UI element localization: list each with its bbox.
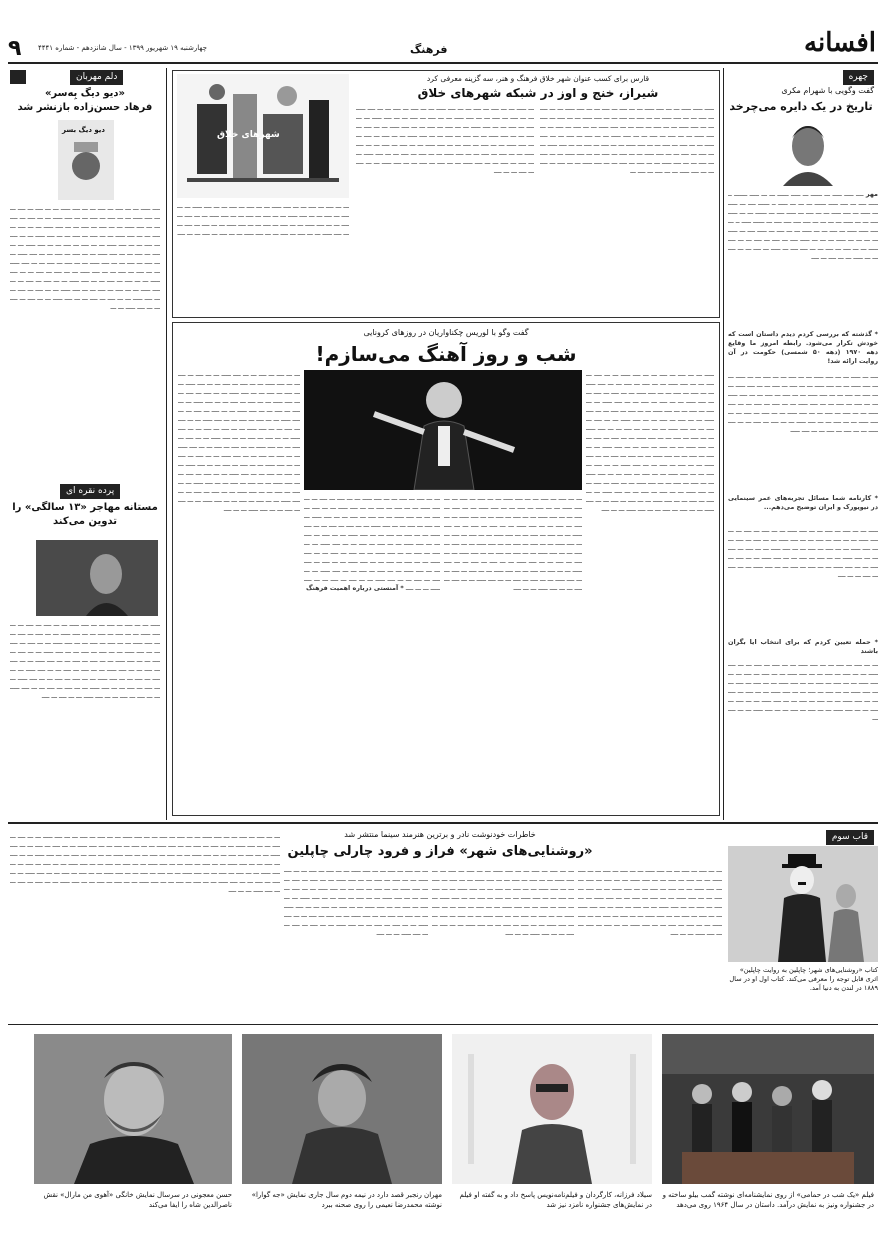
- main-kicker: گفت وگو با لوریس چکناواریان در روزهای کرونایی: [363, 328, 529, 337]
- left-column-label: دلم مهربان: [70, 70, 123, 85]
- right-column-label: چهره: [843, 70, 874, 85]
- bottom-caption-2: سیلاد فرزانه، کارگردان و فیلم‌نامه‌نویس پاسخ داد و به گفته او فیلم در نمایش‌های جشنواره نامزد نیز شد: [459, 1191, 652, 1209]
- chaplin-photo: [728, 846, 878, 962]
- chaplin-top-rule: [8, 822, 878, 824]
- right-column-divider: [723, 68, 724, 820]
- chaplin-kicker: خاطرات خودنوشت نادر و برترین هنرمند سینما منتشر شد: [344, 830, 536, 839]
- main-byline: * آمنستی درباره اهمیت فرهنگ: [305, 584, 404, 592]
- shiraz-body-2: ـــ ـــــ ـــ ـــ ــــ ـــ ــــ ـــ ـــ ــــ ـــــ ـــ ـــ ــــ ـــ ــــ ـــ ـــ ــــ ـــــ ـــ ـــ ــــ ـــ ــــ ـــ ـــ ــــ ـــــ ـــ ـــ ــــ ـــ ــــ ـــ ـــ ــــ ـــــ ـــ ـــ ــــ ـــ ــــ ـــ ـــ ــــ ـــــ ـــ ـــ ــــ ـــ ــــ ـــ ـــ ــــ ـــــ ـــ ـــ ــــ ـــ ــــ ـــ ـــ ــــ ـــــ ـــ ـــ ــــ ـــ ــــ ـــ ـــ ــــ ـــــ ـــ ـــ ــــ ـــ ــــ ـــ ـــ ــــ ـــــ ـــ ـــ ــــ ـــ ــــ ـــ ـــ ــــ ـــــ ـــ ـــ ــــ ـــ ــــ ـــ ـــ ــــ ـــــ ـــ ـــ ــــ ـــ ــــ ـــ ـــ ــــ ـــــ ـــ ـــ ــــ ـــ ــــ ـــ ـــ ــــ ـــــ ـــ ـــ ــــ ـــ ــــ ـــ ـــ ــــ ـــــ ـــ ـــ ــــ ـــ ــــ ـــ ـــ ــــ ـــــ ـــ ـــ ــــ ـــ ــــ ـــ ـــ ــــ: [356, 104, 534, 175]
- chaplin-title: «روشنایی‌های شهر» فراز و فرود چارلی چاپلین: [287, 844, 593, 859]
- main-body-2: ـــ ـــ ــــ ـــ ــــ ـــ ـــ ــــ ـــــ ـــ ـــ ــــ ـــ ــــ ـــ ـــ ــــ ـــــ ـــ ـــ ــــ ـــ ــــ ـــ ـــ ــــ ـــــ ـــ ـــ ــــ ـــ ــــ ـــ ـــ ــــ ـــــ ـــ ـــ ــــ ـــ ــــ ـــ ـــ ــــ ـــــ ـــ ـــ ــــ ـــ ــــ ـــ ـــ ــــ ـــــ ـــ ـــ ــــ ـــ ــــ ـــ ـــ ــــ ـــــ ـــ ـــ ــــ ـــ ــــ ـــ ـــ ــــ ـــــ ـــ ـــ ــــ ـــ ــــ ـــ ـــ ــــ ـــــ ـــ ـــ ــــ ـــ ــــ ـــ ـــ ــــ ـــــ ـــ ـــ ــــ ـــ ــــ ـــ ـــ ــــ ـــــ ـــ ـــ ــــ ـــ ــــ ـــ ـــ ــــ ـــــ ـــ ـــ ــــ ـــ ــــ ـــ ـــ ــــ ـــــ ـــ ـــ ــــ ـــ ــــ ـــ ـــ ــــ ـــــ ـــ ـــ ــــ ـــ ــــ ـــ ـــ ــــ ـــــ ـــ ـــ ــــ ـــ ــــ ـــ ـــ ــــ ـــــ ـــ ـــ ــــ ـــ ــــ ـــ ـــ ــــ ـــــ ـــ ـــ ــــ ـــ ــــ ـــ ـــ ــــ ـــــ ـــ ـــ ــــ ـــ ــــ ـــ ـــ ــــ ـــــ ـــ ـــ ــــ ـــ ــــ ـــ ـــ ــــ ـــــ ـــ ـــ ــــ ـــ ــــ ـــ ـــ ــــ ـــــ ـــ ـــ ــــ ـــ ــــ ـــ ـــ ــــ ـــــ ـــ ـــ ــــ ـــ ــــ ـــ ـــ ــــ ـــــ ـــ ـــ ــــ ـــ ــــ ـــ ـــ ــــ ـــــ ـــ ـــ ــــ: [178, 370, 300, 513]
- bottom-caption-1: فیلم «یک شب در حمامی» از روی نمایشنامه‌ای نوشته گمب‌ بیلو ساخته و در جشنواره ونیز به نمایش درآمد. داستان در سال ۱۹۶۴ روی می‌دهد: [662, 1191, 874, 1209]
- right-column-body-4: ـــ ـــ ــــ ـــ ــــ ـــ ـــ ــــ ـــــ ـــ ـــ ــــ ـــ ــــ ـــ ـــ ــــ ـــــ ـــ ـــ ــــ ـــ ــــ ـــ ـــ ــــ ـــــ ـــ ـــ ــــ ـــ ــــ ـــ ـــ ــــ ـــــ ـــ ـــ ــــ ـــ ــــ ـــ ـــ ــــ ـــــ ـــ ـــ ــــ ـــ ــــ ـــ ـــ ــــ ـــــ ـــ ـــ ــــ ـــ ــــ ـــ ـــ ــــ ـــــ ـــ ـــ ــــ ـــ ــــ ـــ ـــ ــــ ـــــ ـــ ـــ ــــ ـــ ــــ ـــ ـــ ــــ ـــــ ـــ ـــ ــــ ـــ ــــ ـــ ـــ ــــ ـــــ ـــ ـــ ــــ ـــ ــــ ـــ ـــ ــــ ـــــ ـــ ـــ ــــ ـــ: [728, 660, 878, 722]
- section-title: فرهنگ: [410, 43, 448, 56]
- shiraz-body-3: ـــ ـــ ــــ ـــ ــــ ـــ ـــ ــــ ـــــ ـــ ـــ ــــ ـــ ــــ ـــ ـــ ــــ ـــــ ـــ ـــ ــــ ـــ ــــ ـــ ـــ ــــ ـــــ ـــ ـــ ــــ ـــ ــــ ـــ ـــ ــــ ـــــ ـــ ـــ ــــ ـــ ــــ ـــ ـــ ــــ ـــــ ـــ ـــ ــــ ـــ ــــ ـــ ـــ ــــ ـــــ ـــ ـــ ــــ ـــ ــــ ـــ ـــ ــــ ـــــ ـــ ـــ ــــ ـــ ــــ ـــ ـــ ــــ ـــــ ـــ ـــ ــــ ـــ ــــ ـــ ـــ ــــ: [177, 202, 349, 237]
- conductor-photo: [304, 370, 582, 490]
- book-icon: [10, 70, 26, 84]
- main-body-3: ـــ ـــ ــــ ـــ ــــ ـــ ـــ ــــ ـــــ ـــ ـــ ــــ ـــ ــــ ـــ ـــ ــــ ـــــ ـــ ـــ ــــ ـــ ــــ ـــ ـــ ــــ ـــــ ـــ ـــ ــــ ـــ ــــ ـــ ـــ ــــ ـــــ ـــ ـــ ــــ ـــ ــــ ـــ ـــ ــــ ـــــ ـــ ـــ ــــ ـــ ــــ ـــ ـــ ــــ ـــــ ـــ ـــ ــــ ـــ ــــ ـــ ـــ ــــ ـــــ ـــ ـــ ــــ ـــ ــــ ـــ ـــ ــــ ـــــ ـــ ـــ ــــ ـــ ــــ ـــ ـــ ــــ ـــــ ـــ ـــ ــــ ـــ ــــ ـــ ـــ ــــ ـــــ ـــ ـــ ــــ ـــ ــــ ـــ ـــ ــــ ـــــ ـــ ـــ ــــ ـــ ــــ ـــ ـــ ــــ ـــــ ـــ ـــ ــــ ـــ ــــ ـــ ـــ ــــ ـــــ ـــ ـــ ــــ ـــ ــــ ـــ ـــ ــــ ـــــ ـــ ـــ ــــ ـــ ــــ ـــ ـــ ــــ ـــــ ـــ ـــ ــــ ـــ ــــ ـــ ـــ ــــ ـــــ ـــ ـــ ــــ ـــ ــــ ـــ ـــ ــــ ـــــ ـــ ـــ ــــ * آمنستی درباره اهمیت فرهنگ: [304, 494, 440, 592]
- right-column-lead: مهر ــــ ـــــ ـــــ ـــ ــــــ ـــ ـــــ ــــــ ـــ ـــ ـــــ ـــــــ ــ ـــــ ــــ ـــ ــــ ـــــ ــــــ ـــ ـــ ـــ ـــــ ــ ــــــ ــــ ـــ ـــــ ـــ ـــــ ـــ ــــ ـــــ ـــ ـــ ــــ ـــ ـــــ ــــ ـــ ــــــ ـــ ـــ ـــــ ــــ ـــ ـــ ـــــ ـــ ـــ ـــ ـــ ــــ ــــ ــــ ــــ ـــ ــــــ ـــــ ــ ـــ ــــ ـــــ ـــــ ـــ ــــ ـــ ـــ ـــــ ـــ ـــ ــــ ـــ ـــــ ــــ ـــ ـــــ ـــ ـــ ـــ ـــ ـــــ ـــ ـــ ـــ ـــــ ــــ ـــ ــــ ـــ ــــ ـــ ـــ ــــ ـــــ ـــ ـــ ــــ ـــ ــــ ـــ ـــ ــــ ــــ ـــ ـــــ ـــ ــــ ـــ ـــ ــــ ـــ ـــ ـــــ ـــ ـــ ــــ ـــ ــــ: [728, 190, 878, 261]
- header-rule: [8, 62, 878, 64]
- portrait-photo: [728, 118, 878, 186]
- poster-label: شهرهای خلاق: [217, 130, 280, 140]
- lead-agency: مهر: [865, 190, 878, 198]
- right-column-body-3: ـــــ ـــ ـــ ــــ ـــ ــــ ـــ ـــ ــــ ـــــ ـــ ـــ ــــ ـــ ــــ ـــ ـــ ــــ ـــــ ـــ ـــ ــــ ـــ ــــ ـــ ـــ ــــ ـــــ ـــ ـــ ــــ ـــ ــــ ـــ ـــ ــــ ـــــ ـــ ـــ ــــ ـــ ــــ ـــ ـــ ــــ ـــــ ـــ ـــ ــــ ـــ ــــ ـــ ـــ ــــ ـــــ ـــ ـــ ــــ ـــ ــــ ـــ ـــ ــــ ـــــ ـــ ـــ ــــ ـــ ــــ ـــ ـــ ــــ ـــــ ـــ ـــ ــــ ـــ ــــ ـــ ـــ ــــ ـــــ ـــ ـــ ــــ ـــ ــــ ـــ ـــ ــــ: [728, 526, 878, 579]
- left-column-divider: [166, 68, 167, 820]
- right-column-kicker: گفت وگویی با شهرام مکری: [781, 86, 874, 95]
- book-body: ــــ ـــــ ـــ ـــ ــــ ـــ ــــ ـــ ـــ ــــ ـــــ ـــ ـــ ــــ ـــ ــــ ـــ ـــ ــــ ـــــ ـــ ـــ ــــ ـــ ــــ ـــ ـــ ــــ ـــــ ـــ ـــ ــــ ـــ ــــ ـــ ـــ ــــ ـــــ ـــ ـــ ــــ ـــ ــــ ـــ ـــ ــــ ـــــ ـــ ـــ ــــ ـــ ــــ ـــ ـــ ــــ ـــــ ـــ ـــ ــــ ـــ ــــ ـــ ـــ ــــ ـــــ ـــ ـــ ــــ ـــ ــــ ـــ ـــ ــــ ـــــ ـــ ـــ ــــ ـــ ــــ ـــ ـــ ــــ ـــــ ـــ ـــ ــــ ـــ ــــ ـــ ـــ ــــ ـــــ ـــ ـــ ــــ ـــ ــــ ـــ ـــ ــــ ـــــ ـــ ـــ ــــ ـــ ــــ ـــ ـــ ــــ ـــــ ـــ ـــ ــــ ـــ ــــ ـــ ـــ ــــ ـــــ ـــ ـــ ــــ ـــ ــــ ـــ ـــ ــــ ـــــ ـــ ـــ ــــ ـــ ــــ ـــ ـــ ــــ ـــــ ـــ ـــ ــــ ـــ ــــ ـــ ـــ ــــ ـــــ ـــ ـــ ــــ ـــ ــــ ـــ ـــ ــــ ـــــ ـــ ـــ ــــ ـــ ــــ ـــ ـــ ــــ ـــــ ـــ ـــ ــــ ـــ ــــ ـــ ـــ ــــ ـــــ ـــ ـــ ــــ ـــ ــــ ـــ ـــ ــــ ـــــ ـــ ـــ ــــ ـــ ــــ ـــ ـــ ــــ ـــــ ـــ ـــ: [10, 204, 160, 311]
- book-subtitle: فرهاد حسن‌زاده بازنشر شد: [17, 102, 153, 113]
- bottom-row-rule: [8, 1024, 878, 1025]
- right-column-body-2: ــــ ـــ ـــــ ـــ ـــ ــــ ـــــ ـــ ـــ ــــ ـــ ـــ ــــ ـــ ـــ ـــــ ـــ ـــ ــــ ـــــ ـــ ـــ ــــ ـــــ ـــ ـــ ــــ ـــ ــــ ـــ ـــ ــــ ـــــ ـــ ـــ ــــ ـــ ــــ ـــ ـــ ــــ ـــــ ـــ ـــ ــــ ـــ ــــ ـــ ـــ ــــ ـــــ ـــ ـــ ــــ ـــ ــــ ـــ ـــ ــــ ـــــ ـــ ـــ ــــ ـــ ــــ ـــ ـــ ــــ ـــــ ـــ ـــ ــــ ـــ ــــ ـــ ـــ ــــ ـــــ ـــ ـــ ــــ ـــ ــــ ـــ ـــ ــــ ـــــ ـــ ـــ ــــ ـــ ـــ ــــ ـــــ ـــ ـــ ــــ ـــ ــــ ـــ ـــ ــــ ـــــ ـــ ـــ ــــ ـــ ــــ ـــ ـــ ــــ ـــــ: [728, 372, 878, 434]
- bottom-caption-3: مهران رنجبر قصد دارد در نیمه دوم سال جاری نمایش «جه گوارا» نوشته محمدرضا نعیمی را روی صحنه ببرد: [251, 1191, 442, 1209]
- right-column-subhead-2: * کارنامه شما مسائل تجربه‌های عمر سینمایی در نیویورک و ایران توضیح می‌دهم...: [728, 494, 878, 511]
- book-title: «دیو دیگ بِه‌سر»: [44, 88, 126, 99]
- chaplin-body-3: ـــ ـــ ــــ ـــ ــــ ـــ ـــ ــــ ـــــ ـــ ـــ ــــ ـــ ــــ ـــ ـــ ــــ ـــــ ـــ ـــ ــــ ـــ ــــ ـــ ـــ ــــ ـــــ ـــ ـــ ــــ ـــ ــــ ـــ ـــ ــــ ـــــ ـــ ـــ ــــ ـــ ــــ ـــ ـــ ــــ ـــــ ـــ ـــ ــــ ـــ ــــ ـــ ـــ ــــ ـــــ ـــ ـــ ــــ ـــ ــــ ـــ ـــ ــــ ـــــ ـــ ـــ ــــ ـــ ــــ ـــ ـــ ــــ ـــــ ـــ ـــ ــــ ـــ ــــ ـــ ـــ ــــ ـــــ ـــ ـــ ــــ ـــ ــــ ـــ ـــ ــــ ـــــ ـــ ـــ ــــ ـــ ــــ ـــ ـــ ــــ ـــــ ـــ ـــ ــــ ـــ ــــ ـــ ـــ ــــ ـــــ ـــ ـــ ــــ ـــ ــــ ـــ ـــ ــــ ـــــ ـــ ـــ ــــ: [284, 866, 428, 937]
- bottom-photo-4: [34, 1034, 232, 1184]
- shiraz-kicker: قارس برای کسب عنوان شهر خلاق فرهنگ و هنر، سه گزینه معرفی کرد: [426, 74, 650, 83]
- right-column-subhead-3: * حمله تعیین کردم که برای انتخاب ایا بگران باشند: [728, 638, 878, 655]
- chaplin-body-4: ـــ ـــ ــــ ـــ ــــ ـــ ـــ ــــ ـــــ ـــ ـــ ــــ ـــ ــــ ـــ ـــ ــــ ـــــ ـــ ـــ ــــ ـــ ــــ ـــ ـــ ــــ ـــــ ـــ ـــ ــــ ـــ ــــ ـــ ـــ ــــ ـــــ ـــ ـــ ــــ ـــ ــــ ـــ ـــ ــــ ـــــ ـــ ـــ ــــ ـــ ــــ ـــ ـــ ــــ ـــــ ـــ ـــ ــــ ـــ ــــ ـــ ـــ ــــ ـــــ ـــ ـــ ــــ ـــ ــــ ـــ ـــ ــــ ـــــ ـــ ـــ ــــ ـــ ــــ ـــ ـــ ــــ ـــــ ـــ ـــ ــــ ـــ ــــ ـــ ـــ ــــ ـــــ ـــ ـــ ــــ ـــ ــــ ـــ ـــ ــــ ـــــ ـــ ـــ ــــ ـــ ــــ ـــ ـــ ــــ ـــــ ـــ ـــ ــــ ـــ ــــ ـــ ـــ ــــ ـــــ ـــ ـــ ــــ ـــ ــــ ـــ ـــ ــــ ـــــ ـــ ـــ ــــ ـــ ــــ ـــ ـــ ــــ ـــــ ـــ ـــ ــــ ـــ ــــ ـــ ـــ ــــ ـــــ ـــ ـــ ــــ ـــ ــــ ـــ ـــ ــــ ـــــ ـــ ـــ ــــ ـــ ــــ ـــ ـــ ــــ ـــــ ـــ ـــ ــــ ـــ ــــ ـــ ـــ ــــ ـــــ ـــ ـــ ــــ ـــ ــــ ـــ ـــ ــــ ـــــ ـــ ـــ ــــ ـــ ــــ ـــ ـــ ــــ ـــــ ـــ ـــ ــــ: [10, 832, 280, 894]
- left-column-label-2: پرده نقره ای: [60, 484, 120, 499]
- shiraz-title: شیراز، خنج و اوز در شبکه شهرهای خلاق: [417, 86, 659, 100]
- mahajer-photo: [36, 540, 158, 616]
- page-number: ۹: [8, 36, 22, 61]
- main-body-4: ـــ ـــ ــــ ـــ ــــ ـــ ـــ ــــ ـــــ ـــ ـــ ــــ ـــ ــــ ـــ ـــ ــــ ـــــ ـــ ـــ ــــ ـــ ــــ ـــ ـــ ــــ ـــــ ـــ ـــ ــــ ـــ ــــ ـــ ـــ ــــ ـــــ ـــ ـــ ــــ ـــ ــــ ـــ ـــ ــــ ـــــ ـــ ـــ ــــ ـــ ــــ ـــ ـــ ــــ ـــــ ـــ ـــ ــــ ـــ ــــ ـــ ـــ ــــ ـــــ ـــ ـــ ــــ ـــ ــــ ـــ ـــ ــــ ـــــ ـــ ـــ ــــ ـــ ــــ ـــ ـــ ــــ ـــــ ـــ ـــ ــــ ـــ ــــ ـــ ـــ ــــ ـــــ ـــ ـــ ــــ ـــ ــــ ـــ ـــ ــــ ـــــ ـــ ـــ ــــ ـــ ــــ ـــ ـــ ــــ ـــــ ـــ ـــ ــــ ـــ ــــ ـــ ـــ ــــ ـــــ ـــ ـــ ــــ ـــ ــــ ـــ ـــ ــــ ـــــ ـــ ـــ ــــ ـــ ــــ ـــ ـــ ــــ ـــــ ـــ ـــ ــــ ـــ ــــ ـــ ـــ ــــ ـــــ ـــ ـــ ــــ ـــ ــــ ـــ ـــ ــــ ـــــ ـــ ـــ ــــ ـــ ــــ ـــ ـــ ــــ ـــــ ـــ ـــ ــــ: [444, 494, 582, 592]
- mahajer-subtitle: تدوین می‌کند: [53, 516, 117, 527]
- shiraz-body-1: ـــــ ـــــ ـــــ ـــ ـــ ــــ ـــــ ـــ ـــ ــــ ـــ ــــ ـــ ـــ ــــ ـــــ ـــ ـــ ــــ ـــ ــــ ـــ ـــ ــــ ـــــ ـــ ـــ ــــ ـــ ــــ ـــ ـــ ــــ ـــــ ـــ ـــ ــــ ـــ ــــ ـــ ـــ ــــ ـــــ ـــ ـــ ــــ ـــ ــــ ـــ ـــ ــــ ـــــ ـــ ـــ ــــ ـــ ــــ ـــ ـــ ــــ ـــــ ـــ ـــ ــــ ـــ ــــ ـــ ـــ ــــ ـــــ ـــ ـــ ــــ ـــ ــــ ـــ ـــ ــــ ـــــ ـــ ـــ ــــ ـــ ــــ ـــ ـــ ــــ ـــــ ـــ ـــ ــــ ـــ ــــ ـــ ـــ ــــ ـــــ ـــ ـــ ــــ ـــ ــــ ـــ ـــ ــــ ـــــ ـــ ـــ ــــ ـــ ــــ ـــ ـــ ــــ ـــــ ـــ ـــ ــــ ـــ ــــ ـــ ـــ ــــ ـــــ ـــ ـــ ــــ ـــ ــــ ـــ ـــ ــــ ـــــ ـــ ـــ ــــ ـــ ــــ ـــ ـــ ــــ ـــــ ـــ ـــ ــــ ـــ ــــ ـــ: [540, 104, 714, 175]
- date-line: چهارشنبه ۱۹ شهریور ۱۳۹۹ - سال شانزدهم - شماره ۴۴۴۱: [38, 44, 207, 52]
- book-cover-title: دیو دیگ بسر: [62, 126, 105, 134]
- chaplin-body-2: ـــ ـــ ــــ ـــ ــــ ـــ ـــ ــــ ـــــ ـــ ـــ ــــ ـــ ــــ ـــ ـــ ــــ ـــــ ـــ ـــ ــــ ـــ ــــ ـــ ـــ ــــ ـــــ ـــ ـــ ــــ ـــ ــــ ـــ ـــ ــــ ـــــ ـــ ـــ ــــ ـــ ــــ ـــ ـــ ــــ ـــــ ـــ ـــ ــــ ـــ ــــ ـــ ـــ ــــ ـــــ ـــ ـــ ــــ ـــ ــــ ـــ ـــ ــــ ـــــ ـــ ـــ ــــ ـــ ــــ ـــ ـــ ــــ ـــــ ـــ ـــ ــــ ـــ ــــ ـــ ـــ ــــ ـــــ ـــ ـــ ــــ ـــ ــــ ـــ ـــ ــــ ـــــ ـــ ـــ ــــ ـــ ــــ ـــ ـــ ــــ ـــــ ـــ ـــ ــــ ـــ ــــ ـــ ـــ ــــ ـــــ ـــ ـــ ــــ ـــ ــــ ـــ ـــ ــــ ـــــ ـــ ـــ ــــ: [432, 866, 574, 937]
- bottom-caption-4: حسن معجونی در سرسال نمایش خانگی «آهوی من مارال» نقش ناصرالدین شاه را ایفا می‌کند: [43, 1191, 232, 1209]
- right-column-subhead: * گذشته که بررسی کردم دیدم داستان است که خودش تکرار می‌شود. رابطه امروز ما وقایع دهه ۱۹۷۰ (دهه ۵۰ شمسی) حکومت در آن روایت ارائه شد!: [728, 330, 878, 365]
- masthead-logo: افسانه: [804, 28, 876, 58]
- main-body-1: ـــــ ـــ ـــ ــــ ـــ ــــ ـــ ـــ ــــ ـــــ ـــ ـــ ــــ ـــ ــــ ـــ ـــ ــــ ـــــ ـــ ـــ ــــ ـــ ــــ ـــ ـــ ــــ ـــــ ـــ ـــ ــــ ـــ ــــ ـــ ـــ ــــ ـــــ ـــ ـــ ــــ ـــ ــــ ـــ ـــ ــــ ـــــ ـــ ـــ ــــ ـــ ــــ ـــ ـــ ــــ ـــــ ـــ ـــ ــــ ـــ ــــ ـــ ـــ ــــ ـــــ ـــ ـــ ــــ ـــ ــــ ـــ ـــ ــــ ـــــ ـــ ـــ ــــ ـــ ــــ ـــ ـــ ــــ ـــــ ـــ ـــ ــــ ـــ ــــ ـــ ـــ ــــ ـــــ ـــ ـــ ــــ ـــ ــــ ـــ ـــ ــــ ـــــ ـــ ـــ ــــ ـــ ــــ ـــ ـــ ــــ ـــــ ـــ ـــ ــــ ـــ ــــ ـــ ـــ ــــ ـــــ ـــ ـــ ــــ ـــ ــــ ـــ ـــ ــــ ـــــ ـــ ـــ ــــ ـــ ــــ ـــ ـــ ــــ ـــــ ـــ ـــ ــــ ـــ ــــ ـــ ـــ ــــ ـــــ ـــ ـــ ــــ ـــ ــــ ـــ ـــ ــــ ـــــ ـــ ـــ ــــ ـــ ــــ ـــ ـــ ــــ ـــــ ـــ ـــ ــــ ـــ ــــ ـــ ـــ ــــ ـــــ ـــ ـــ ــــ ـــ ــــ ـــ ـــ ــــ ـــــ ـــ ـــ ــــ ـــ ــــ ـــ ـــ ــــ ـــــ ـــ ـــ ــــ ـــ ــــ ـــ ـــ ــــ ـــــ ـــ ـــ ــــ ـــ ــــ ـــ ـــ ــــ ـــــ ـــ ـــ ــــ ـــ ــــ ـــ ـــ ــــ ـــــ ـــ ـــ ــــ ـــ ــــ ـــ ـــ ــــ ـــــ ـــ ـــ ــــ: [586, 370, 714, 513]
- bottom-photo-3: [242, 1034, 442, 1184]
- main-title: شب و روز آهنگ می‌سازم!: [315, 342, 577, 366]
- right-column-title: تاریخ در یک دایره می‌چرخد: [729, 100, 873, 113]
- chaplin-label: قاب سوم: [826, 830, 874, 845]
- bottom-photo-2: [452, 1034, 652, 1184]
- book-cover: [58, 120, 114, 200]
- bottom-photo-1: [662, 1034, 874, 1184]
- creative-cities-poster: [177, 74, 349, 198]
- mahajer-title: مستانه مهاجر «۱۳ سالگی» را: [12, 502, 158, 513]
- chaplin-photo-caption: کتاب «روشنایی‌های شهر؛ چاپلین به روایت چاپلین» اثری قابل توجه را معرفی می‌کند. کتاب اول او در سال ۱۸۸۹ در لندن به دنیا آمد.: [729, 966, 878, 992]
- mahajer-body: ـــــ ـــ ـــ ــــ ـــ ــــ ـــ ـــ ــــ ـــــ ـــ ـــ ــــ ـــ ــــ ـــ ـــ ــــ ـــــ ـــ ـــ ــــ ـــ ــــ ـــ ـــ ــــ ـــــ ـــ ـــ ــــ ـــ ــــ ـــ ـــ ــــ ـــــ ـــ ـــ ــــ ـــ ــــ ـــ ـــ ــــ ـــــ ـــ ـــ ــــ ـــ ــــ ـــ ـــ ــــ ـــــ ـــ ـــ ــــ ـــ ــــ ـــ ـــ ــــ ـــــ ـــ ـــ ــــ ـــ ــــ ـــ ـــ ــــ ـــــ ـــ ـــ ــــ ـــ ــــ ـــ ـــ ــــ ـــــ ـــ ـــ ــــ ـــ ــــ ـــ ـــ ــــ ـــــ ـــ ـــ ــــ ـــ ــــ ـــ ـــ ــــ ـــــ ـــ ـــ ــــ ـــ ــــ ـــ ـــ ــــ ـــــ ـــ ـــ ــــ ـــ ــــ ـــ ـــ ــــ ـــــ ـــ ـــ ــــ ـــ ــــ ـــ ـــ ــــ ـــــ ـــ ـــ ــــ ـــ ــــ ـــ ـــ ــــ ـــــ ـــ ـــ ــــ ـــ ــــ ـــ ـــ ــــ ـــــ ـــ ـــ ــــ ـــ ــــ: [10, 620, 160, 700]
- chaplin-body-1: ـــ ـــ ــــ ـــ ــــ ـــ ـــ ــــ ـــــ ـــ ـــ ــــ ـــ ــــ ـــ ـــ ــــ ـــــ ـــ ـــ ــــ ـــ ــــ ـــ ـــ ــــ ـــــ ـــ ـــ ــــ ـــ ــــ ـــ ـــ ــــ ـــــ ـــ ـــ ــــ ـــ ــــ ـــ ـــ ــــ ـــــ ـــ ـــ ــــ ـــ ــــ ـــ ـــ ــــ ـــــ ـــ ـــ ــــ ـــ ــــ ـــ ـــ ــــ ـــــ ـــ ـــ ــــ ـــ ــــ ـــ ـــ ــــ ـــــ ـــ ـــ ــــ ـــ ــــ ـــ ـــ ــــ ـــــ ـــ ـــ ــــ ـــ ــــ ـــ ـــ ــــ ـــــ ـــ ـــ ــــ ـــ ــــ ـــ ـــ ــــ ـــــ ـــ ـــ ــــ ـــ ــــ ـــ ـــ ــــ ـــــ ـــ ـــ ــــ ـــ ــــ ـــ ـــ ــــ ـــــ ـــ ـــ ــــ: [578, 866, 722, 937]
